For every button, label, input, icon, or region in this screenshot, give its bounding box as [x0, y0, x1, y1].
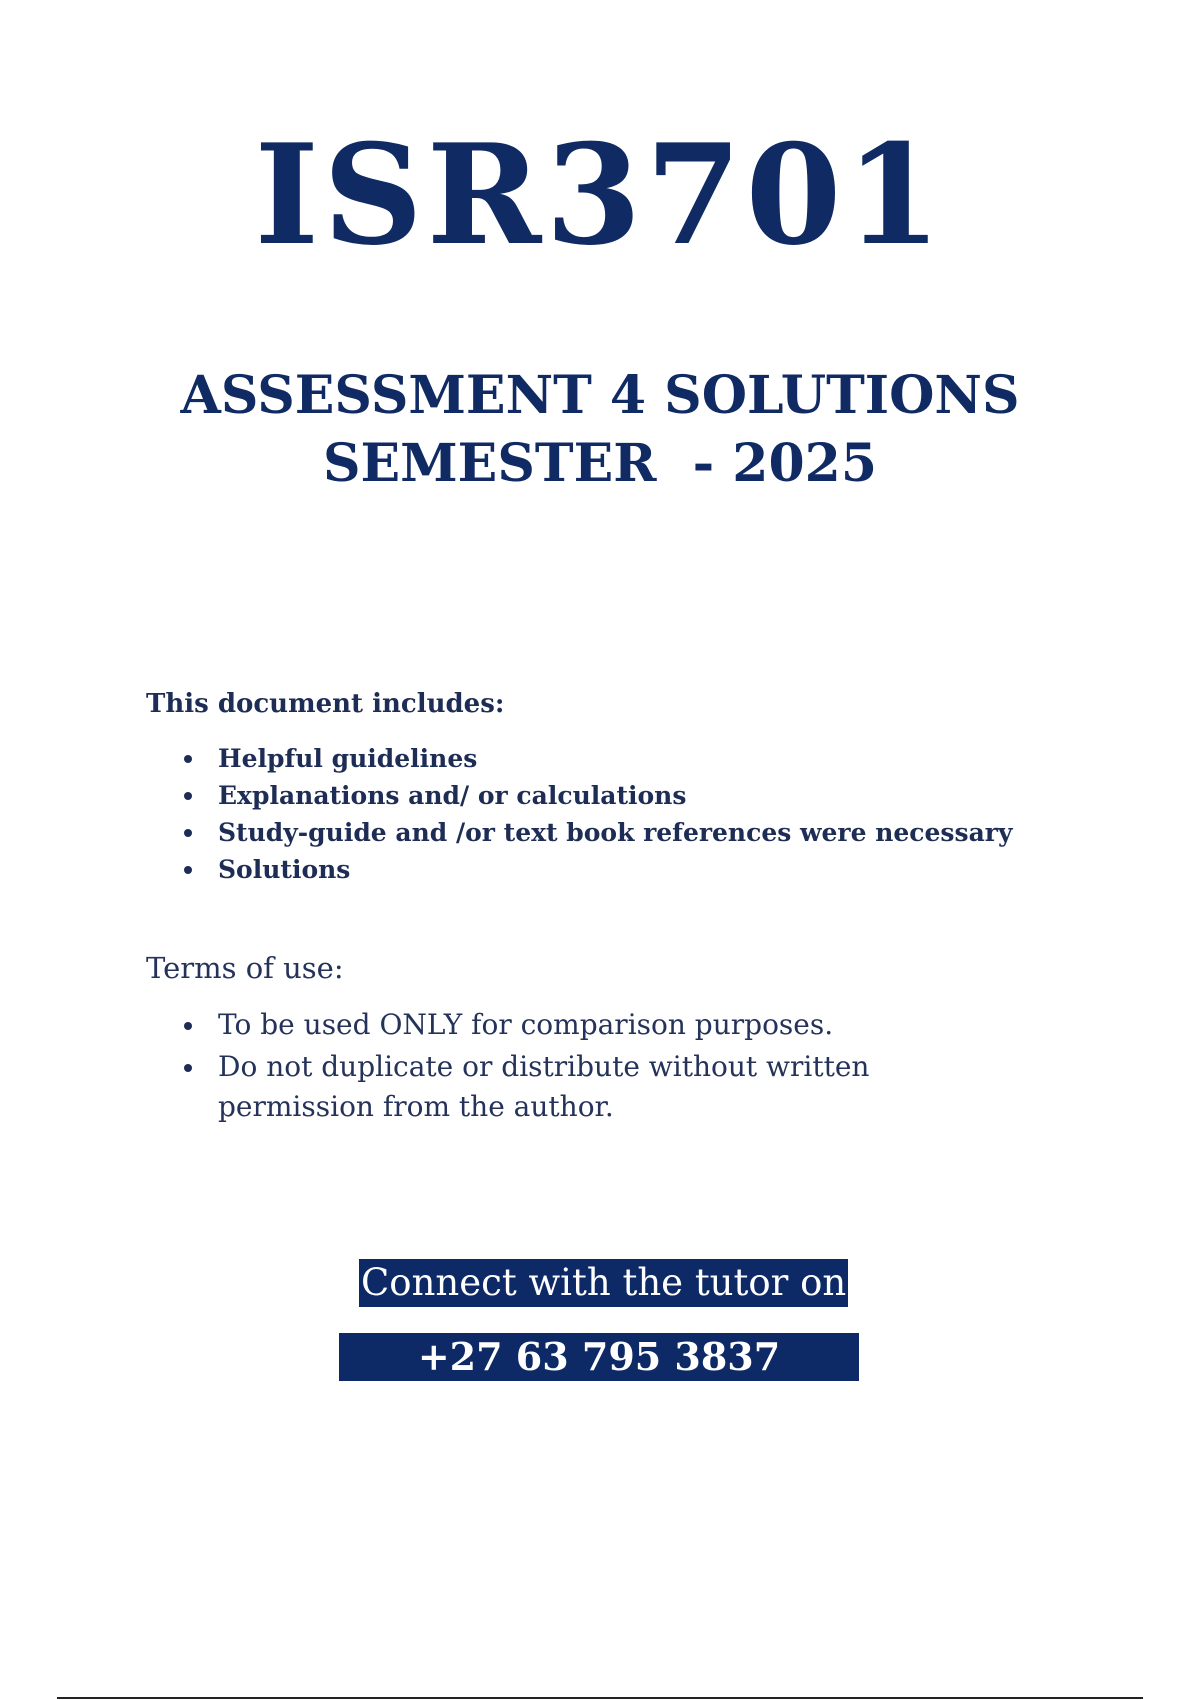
list-item: [146, 777, 1012, 814]
course-code-title: ISR3701: [254, 113, 946, 276]
list-item-text: To be used ONLY for comparison purposes.: [218, 1008, 834, 1041]
list-item-text: Study-guide and /or text book references were necessary: [218, 818, 1013, 847]
footer-divider: [57, 1697, 1143, 1699]
list-item: [146, 814, 1012, 851]
terms-heading: Terms of use:: [146, 951, 344, 985]
includes-list: [146, 740, 1012, 888]
list-item: [146, 1047, 946, 1127]
list-item: [146, 1005, 946, 1045]
assessment-title-line-2: SEMESTER - 2025: [322, 433, 878, 494]
bullet-icon: [184, 755, 192, 763]
list-item-text: Explanations and/ or calculations: [218, 781, 687, 810]
bullet-icon: [184, 829, 192, 837]
bullet-icon: [184, 1064, 192, 1072]
assessment-title: [0, 362, 1200, 498]
list-item-text: Do not duplicate or distribute without written permission from the author.: [218, 1050, 870, 1123]
terms-list: [146, 1005, 946, 1129]
bullet-icon: [184, 866, 192, 874]
list-item-text: Helpful guidelines: [218, 744, 478, 773]
phone-number-link[interactable]: +27 63 795 3837: [339, 1333, 859, 1381]
list-item-text: Solutions: [218, 855, 351, 884]
assessment-title-line-1: ASSESSMENT 4 SOLUTIONS: [180, 365, 1020, 426]
list-item: [146, 851, 1012, 888]
bullet-icon: [184, 792, 192, 800]
connect-label: Connect with the tutor on: [359, 1259, 848, 1307]
bullet-icon: [184, 1022, 192, 1030]
includes-heading: This document includes:: [146, 689, 505, 719]
list-item: [146, 740, 1012, 777]
